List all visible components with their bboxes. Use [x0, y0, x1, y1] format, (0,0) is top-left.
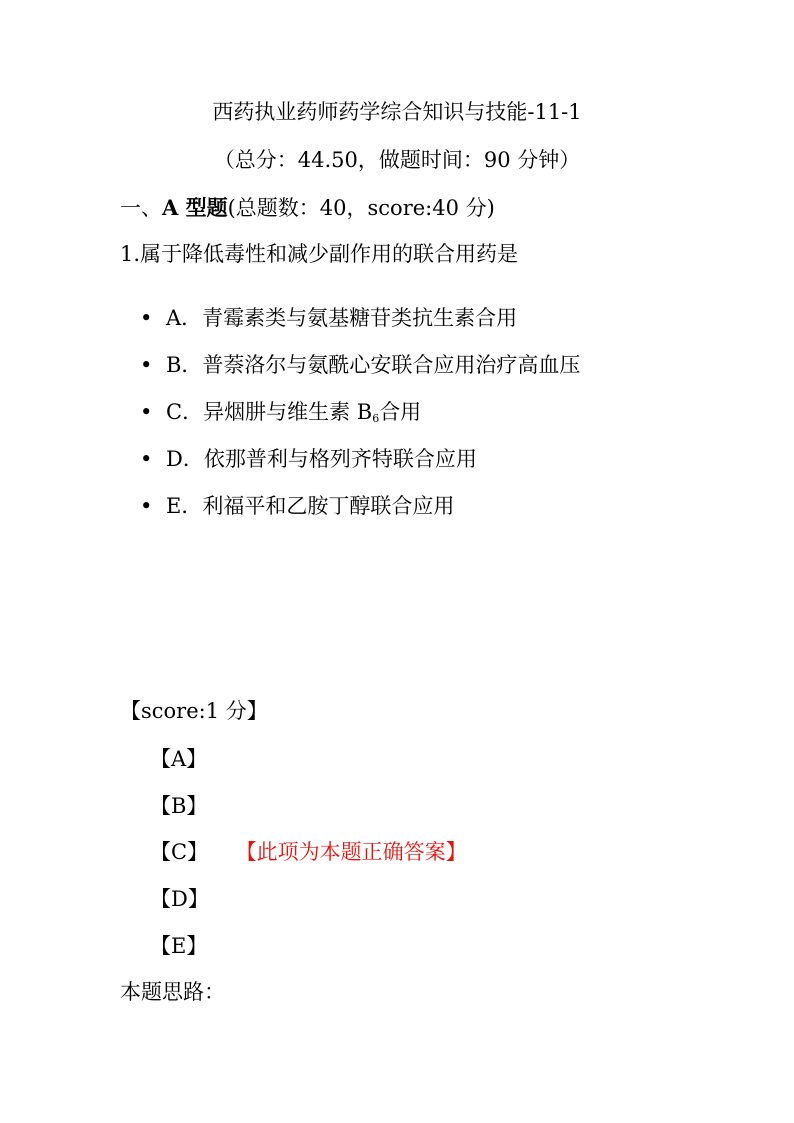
answer-c-label: 【C】	[150, 840, 209, 864]
question-text: 1.属于降低毒性和减少副作用的联合用药是	[120, 242, 519, 266]
bullet-icon: •	[140, 494, 153, 518]
option-c-text: C．异烟肼与维生素 B	[166, 400, 373, 424]
option-d-text: D．依那普利与格列齐特联合应用	[166, 447, 477, 471]
explanation-label: 本题思路：	[120, 980, 225, 1004]
answer-d: 【D】	[150, 887, 209, 911]
document-subtitle: （总分：44.50，做题时间：90 分钟）	[213, 148, 581, 172]
option-b-text: B．普萘洛尔与氨酰心安联合应用治疗高血压	[166, 353, 581, 377]
answer-c	[150, 838, 467, 866]
document-title: 西药执业药师药学综合知识与技能-11-1	[212, 100, 582, 124]
bullet-icon: •	[140, 353, 153, 377]
bullet-icon: •	[140, 447, 153, 471]
option-d	[140, 445, 580, 492]
section-heading	[120, 194, 495, 222]
option-e	[140, 492, 580, 539]
answer-b: 【B】	[150, 794, 208, 818]
section-summary: (总题数：40，score:40 分)	[227, 196, 495, 220]
correct-answer-note: 【此项为本题正确答案】	[246, 840, 467, 864]
option-c-subscript: 6	[372, 412, 380, 425]
option-list	[140, 304, 580, 539]
option-a	[140, 304, 580, 351]
option-b	[140, 351, 580, 398]
score-label: 【score:1 分】	[120, 699, 268, 723]
section-prefix: 一、	[120, 196, 162, 220]
option-c-text-end: 合用	[379, 400, 422, 424]
answer-a: 【A】	[150, 747, 208, 771]
section-type-label: A 型题	[162, 195, 228, 220]
bullet-icon: •	[140, 400, 153, 424]
option-e-text: E．利福平和乙胺丁醇联合应用	[166, 494, 455, 518]
option-a-text: A．青霉素类与氨基糖苷类抗生素合用	[166, 306, 518, 330]
answer-e: 【E】	[150, 934, 208, 958]
option-c	[140, 398, 580, 445]
bullet-icon: •	[140, 306, 153, 330]
